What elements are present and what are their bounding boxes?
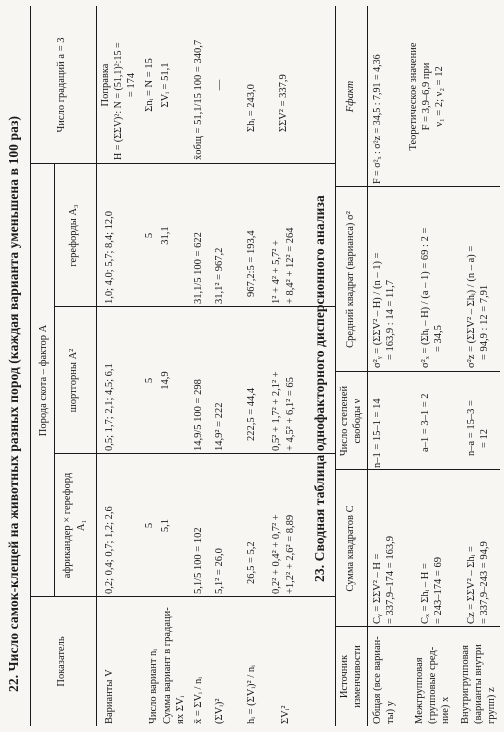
col-header-gradations: Число градаций a = 3 bbox=[56, 37, 67, 133]
source-total-line2: ты) y bbox=[385, 700, 396, 724]
source-between-line2: (групповые сред- bbox=[427, 646, 438, 724]
table-23-title: 23. Сводная таблица однофакторного дисперсионного анализа bbox=[312, 195, 327, 582]
cell-h-a1: 26,5 = 5,2 bbox=[246, 541, 257, 584]
ms-total-line1: σ²ᵧ = (ΣΣV² – H) / (n – 1) = bbox=[372, 252, 383, 368]
cell-h-a2: 222,5 = 44,4 bbox=[246, 387, 257, 441]
col-header-breed-1-symbol: A₁ bbox=[76, 519, 87, 532]
cell-count-a1: 5 bbox=[144, 522, 155, 529]
df-within-line1: n–a = 15–3 = bbox=[466, 400, 477, 456]
col-header-df-2: свободы ν bbox=[352, 398, 363, 444]
ss-between-line1: Cₓ = Σhᵢ – H = bbox=[420, 563, 431, 624]
cell-variants-a2: 0,5; 1,7; 2,1; 4,5; 6,1 bbox=[104, 363, 115, 451]
source-between-line1: Межгрупповая bbox=[414, 657, 425, 724]
cell-mean-a1: 5,1/5 100 = 102 bbox=[193, 527, 204, 594]
ms-total-line2: = 163,9 : 14 = 11,7 bbox=[385, 280, 396, 360]
cell-sum-a3: 31,1 bbox=[160, 226, 171, 245]
source-total-line1: Общая (все вариан- bbox=[372, 636, 383, 724]
cell-sumsq-a3-line1: 1² + 4² + 5,7² + bbox=[271, 240, 282, 304]
cell-h-a3: 967,2:5 = 193,4 bbox=[246, 230, 257, 297]
cell-sumsq-a2-line1: 0,5² + 1,7² + 2,1² + bbox=[271, 371, 282, 451]
cell-h-total: Σhᵢ = 243,0 bbox=[246, 84, 257, 132]
cell-correction-formula: H = (ΣΣV)²: N = (51,1)²:15 = bbox=[113, 42, 124, 160]
ss-within-line2: = 337,9–243 = 94,9 bbox=[479, 541, 490, 624]
col-header-df-1: Число степеней bbox=[339, 385, 350, 457]
source-between-line3: ние) x bbox=[440, 696, 451, 724]
cell-correction-value: = 174 bbox=[126, 72, 137, 98]
row-label-mean: x̄ = ΣVᵢ / nᵢ bbox=[193, 677, 204, 724]
row-label-squared-sum: (ΣVᵢ)² bbox=[214, 698, 225, 724]
cell-squared-a2: 14,9² = 222 bbox=[214, 402, 225, 451]
cell-variants-a3: 1,0; 4,0; 5,7; 8,4; 12,0 bbox=[104, 210, 115, 304]
row-label-sum-2: ях ΣVᵢ bbox=[175, 695, 186, 724]
ms-within-line2: = 94,9 : 12 = 7,91 bbox=[479, 284, 490, 360]
cell-sum-total: ΣVᵢ = 51,1 bbox=[160, 62, 171, 108]
ss-total-line2: = 337,9–174 = 163,9 bbox=[385, 536, 396, 624]
col-header-mean-square: Средний квадрат (вариансa) σ² bbox=[345, 211, 356, 348]
table-22-group-rule bbox=[54, 164, 55, 597]
cell-squared-total: — bbox=[214, 79, 225, 91]
f-theory-line1: Теоретическое значение bbox=[408, 42, 419, 151]
ms-between-line1: σ²ₓ = (Σhᵢ – H) / (a – 1) = 69 : 2 = bbox=[420, 227, 431, 368]
row-label-count: Число вариант nᵢ bbox=[148, 648, 159, 724]
cell-sumsq-a1-line1: 0,2² + 0,4² + 0,7² + bbox=[271, 514, 282, 594]
source-within-line2: (варианты внутри bbox=[473, 644, 484, 724]
cell-squared-a1: 5,1² = 26,0 bbox=[214, 548, 225, 594]
col-header-breed-3: герефорды A₃ bbox=[68, 204, 79, 267]
cell-sumsq-a3-line2: + 8,4² + 12² = 264 bbox=[285, 227, 296, 304]
cell-sumsq-a2-line2: + 4,5² + 6,1² = 65 bbox=[285, 377, 296, 451]
table-22-top-rule bbox=[30, 6, 31, 726]
table-23-top-rule bbox=[335, 6, 336, 726]
table-22-col-rule-3 bbox=[54, 306, 335, 307]
col-header-sum-squares: Сумма квадратов C bbox=[345, 505, 356, 592]
f-theory-line2: F = 3,9–6,9 при bbox=[421, 62, 432, 131]
df-total: n–1 = 15–1 = 14 bbox=[372, 398, 383, 468]
row-label-sum-squares: ΣVᵢ² bbox=[280, 705, 291, 724]
col-header-breed-group: Порода скота – фактор A bbox=[38, 324, 49, 437]
table-22-title: 22. Число самок-клещей на животных разных пород (каждая варианта уменьшена в 100 раз) bbox=[6, 115, 21, 692]
cell-correction-label: Поправка bbox=[100, 63, 111, 107]
cell-variants-a1: 0,2; 0,4; 0,7; 1,2; 2,6 bbox=[104, 506, 115, 594]
cell-sum-a1: 5,1 bbox=[160, 518, 171, 533]
cell-sum-a2: 14,9 bbox=[160, 371, 171, 390]
col-header-source-2: изменчивости bbox=[352, 645, 363, 708]
col-header-source-1: Источник bbox=[339, 654, 350, 699]
f-theory-line3: ν₁ = 2; ν₂ = 12 bbox=[434, 66, 445, 127]
ss-within-line1: Cz = ΣΣV² – Σhᵢ = bbox=[466, 546, 477, 624]
ss-total-line1: Cᵧ = ΣΣV² – H = bbox=[372, 553, 383, 624]
cell-count-a3: 5 bbox=[144, 232, 155, 239]
cell-sumsq-a1-line2: +1,2² + 2,6² = 8,89 bbox=[285, 514, 296, 594]
cell-count-total: Σnᵢ = N = 15 bbox=[144, 58, 155, 112]
table-22-col-rule-2 bbox=[54, 453, 335, 454]
f-actual: F = σ²ₓ : σ²z = 34,5 : 7,91 = 4,36 bbox=[372, 54, 383, 184]
source-within-line3: групп) z bbox=[486, 687, 497, 724]
cell-mean-a2: 14,9/5 100 = 298 bbox=[193, 379, 204, 451]
row-label-h: hᵢ = (ΣVᵢ)² / nᵢ bbox=[246, 665, 257, 724]
cell-squared-a3: 31,1² = 967,2 bbox=[214, 247, 225, 304]
row-label-variants: Варианты V bbox=[104, 669, 115, 724]
source-within-line1: Внутригрупповая bbox=[460, 645, 471, 724]
ms-between-line2: = 34,5 bbox=[433, 325, 444, 352]
table-23-header-rule bbox=[367, 6, 368, 726]
ms-within-line1: σ²z = (ΣΣV² – Σhᵢ) / (n – a) = bbox=[466, 245, 477, 368]
df-between: a–1 = 3–1 = 2 bbox=[420, 393, 431, 452]
cell-mean-total: x̄общ = 51,1/15 100 = 340,7 bbox=[193, 39, 204, 160]
row-label-sum-1: Сумма вариант в градаци- bbox=[162, 607, 173, 724]
cell-sumsq-total: ΣΣV² = 337,9 bbox=[278, 74, 289, 132]
col-header-breed-2: шортгорны A² bbox=[68, 348, 79, 413]
col-header-breed-1: африкандер × герефорд bbox=[62, 472, 73, 579]
ss-between-line2: = 243–174 = 69 bbox=[433, 557, 444, 624]
col-header-f: Fфакт bbox=[345, 80, 356, 113]
table-22-header-rule bbox=[96, 6, 97, 726]
cell-count-a2: 5 bbox=[144, 377, 155, 384]
df-within-line2: = 12 bbox=[479, 428, 490, 448]
cell-mean-a3: 31,1/5 100 = 622 bbox=[193, 232, 204, 304]
col-header-indicator: Показатель bbox=[56, 636, 67, 687]
